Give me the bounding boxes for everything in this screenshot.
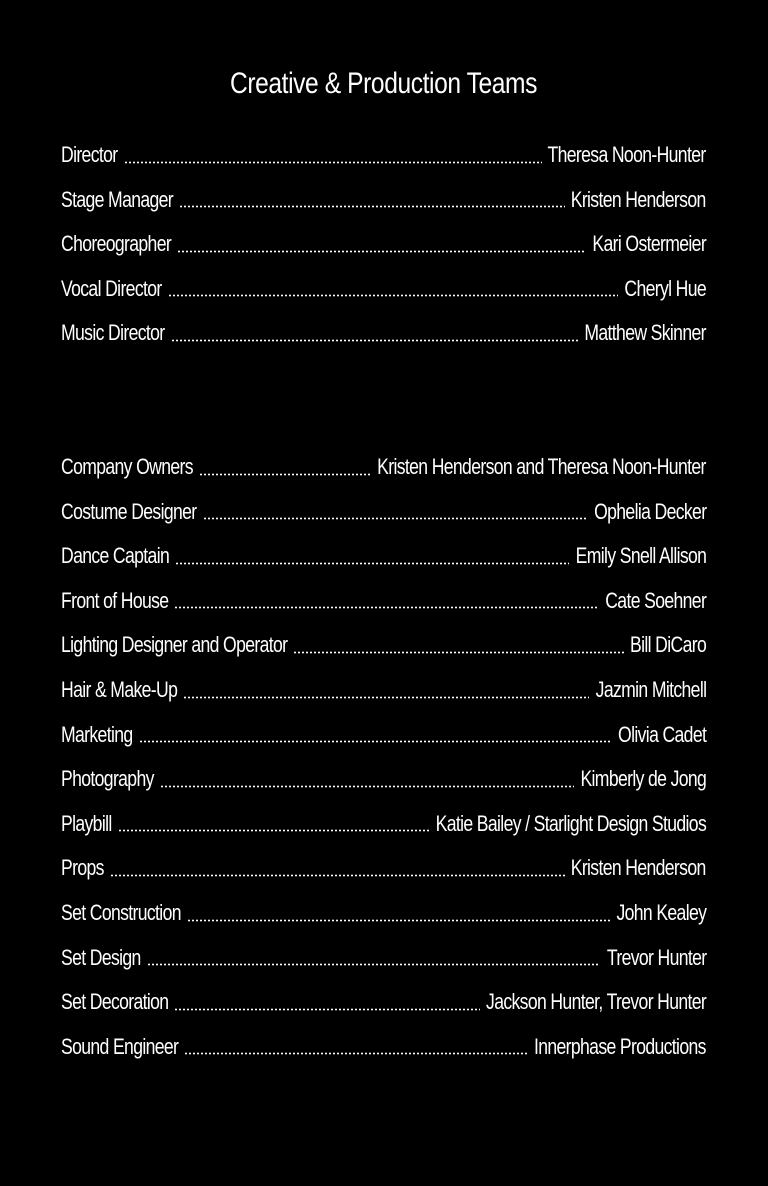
credit-row xyxy=(61,623,706,668)
credit-row xyxy=(61,980,706,1025)
credit-row xyxy=(61,1025,706,1070)
credit-row xyxy=(61,713,706,758)
credit-role: Photography xyxy=(61,766,154,792)
credit-role: Marketing xyxy=(61,721,133,747)
credit-row xyxy=(61,490,706,535)
credit-name: Ophelia Decker xyxy=(593,498,706,524)
dot-leader xyxy=(118,820,430,832)
credit-row xyxy=(61,891,706,936)
credit-row xyxy=(61,757,706,802)
credit-name: Kristen Henderson and Theresa Noon-Hunter xyxy=(377,453,706,479)
dot-leader xyxy=(147,954,601,966)
credit-name: Kimberly de Jong xyxy=(580,766,706,792)
credit-row xyxy=(61,222,706,267)
credit-role: Playbill xyxy=(61,810,112,836)
credit-role: Props xyxy=(61,855,104,881)
page-title: Creative & Production Teams xyxy=(229,67,538,100)
credit-name: Bill DiCaro xyxy=(629,632,706,658)
credit-row xyxy=(61,802,706,847)
credit-name: Trevor Hunter xyxy=(606,944,706,970)
dot-leader xyxy=(175,553,569,565)
credit-role: Set Construction xyxy=(61,899,181,925)
credit-name: Katie Bailey / Starlight Design Studios xyxy=(435,810,706,836)
dot-leader xyxy=(187,910,610,922)
credit-row xyxy=(61,668,706,713)
credit-name: Jackson Hunter, Trevor Hunter xyxy=(485,989,706,1015)
credit-row xyxy=(61,311,706,356)
credit-name: Kristen Henderson xyxy=(571,855,706,881)
credit-role: Dance Captain xyxy=(61,543,170,569)
credit-role: Front of House xyxy=(61,587,169,613)
dot-leader xyxy=(139,731,612,743)
dot-leader xyxy=(293,642,624,654)
production-team-list xyxy=(61,445,706,1069)
credit-role: Vocal Director xyxy=(61,275,162,301)
credit-name: Theresa Noon-Hunter xyxy=(547,142,706,167)
dot-leader xyxy=(183,687,589,699)
dot-leader xyxy=(199,464,372,476)
credit-name: Emily Snell Allison xyxy=(575,543,706,569)
credit-row xyxy=(61,534,706,579)
credit-row xyxy=(61,846,706,891)
dot-leader xyxy=(179,196,565,208)
credit-row xyxy=(61,178,706,223)
credit-row xyxy=(61,445,706,490)
credit-name: Jazmin Mitchell xyxy=(595,676,706,702)
credit-name: Innerphase Productions xyxy=(534,1033,706,1059)
creative-team-list xyxy=(61,133,706,356)
credit-role: Set Decoration xyxy=(61,989,169,1015)
credit-row xyxy=(61,267,706,312)
credit-row xyxy=(61,936,706,981)
credit-name: Kari Ostermeier xyxy=(592,231,706,257)
credit-role: Company Owners xyxy=(61,453,193,479)
credit-name: Kristen Henderson xyxy=(571,186,706,212)
credit-row xyxy=(61,133,706,178)
dot-leader xyxy=(110,865,565,877)
dot-leader xyxy=(171,330,579,342)
credit-name: John Kealey xyxy=(616,899,706,925)
dot-leader xyxy=(203,508,588,520)
dot-leader xyxy=(184,1043,528,1055)
dot-leader xyxy=(174,597,599,609)
credit-role: Set Design xyxy=(61,944,141,970)
credit-role: Sound Engineer xyxy=(61,1033,179,1059)
dot-leader xyxy=(160,776,574,788)
credit-name: Cate Soehner xyxy=(605,587,706,613)
credit-name: Cheryl Hue xyxy=(624,275,706,301)
credit-name: Olivia Cadet xyxy=(617,721,706,747)
credit-role: Hair & Make-Up xyxy=(61,676,178,702)
credit-role: Stage Manager xyxy=(61,186,174,212)
credit-role: Director xyxy=(61,142,118,167)
credit-role: Lighting Designer and Operator xyxy=(61,632,288,658)
dot-leader xyxy=(168,285,619,297)
credit-role: Choreographer xyxy=(61,231,172,257)
dot-leader xyxy=(177,241,586,253)
dot-leader xyxy=(174,999,479,1011)
credit-role: Music Director xyxy=(61,320,165,346)
credit-row xyxy=(61,579,706,624)
credit-role: Costume Designer xyxy=(61,498,197,524)
dot-leader xyxy=(124,152,542,164)
credit-name: Matthew Skinner xyxy=(584,320,706,346)
